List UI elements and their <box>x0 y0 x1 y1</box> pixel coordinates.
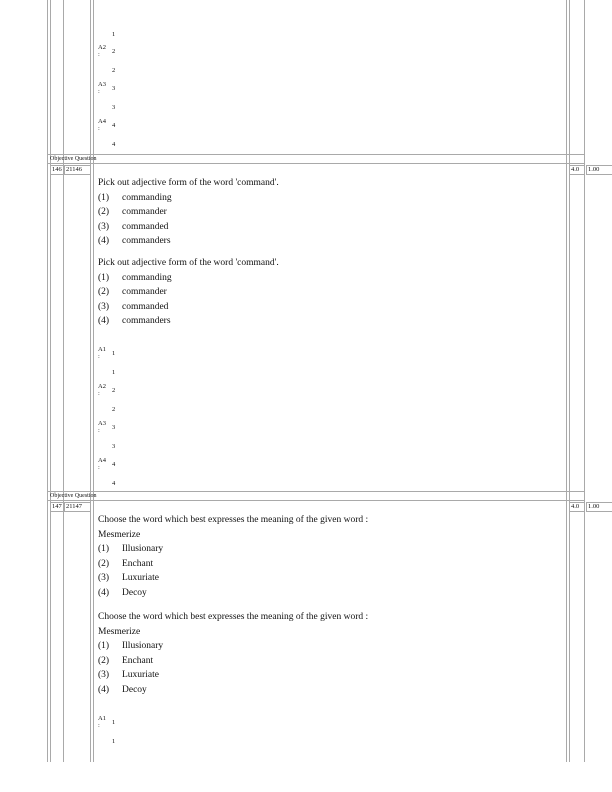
answer-value-below: 4 <box>112 480 116 487</box>
answer-value: 4 <box>112 122 116 129</box>
option-item <box>98 571 558 586</box>
option-number: (2) <box>98 207 110 218</box>
answer-value: 1 <box>112 719 116 726</box>
question-text-block-translation <box>98 610 558 698</box>
option-item <box>98 191 558 206</box>
option-item <box>98 314 558 329</box>
question-prompt-word: Mesmerize <box>98 529 141 540</box>
question-serial-cell: 147 <box>50 502 64 512</box>
option-text: commander <box>122 287 167 298</box>
answer-value-below: 1 <box>112 369 116 376</box>
table-border-left-inner <box>50 0 51 762</box>
answer-colon: : <box>98 51 100 58</box>
question-prompt: Choose the word which best expresses the meaning of the given word : <box>98 612 369 622</box>
option-number: (3) <box>98 573 110 584</box>
option-number: (3) <box>98 670 110 681</box>
option-item <box>98 557 558 572</box>
option-item <box>98 285 558 300</box>
table-col-id-right-a <box>90 0 91 762</box>
table-col-neg-left <box>584 0 585 762</box>
section-label: Objective Question <box>50 156 97 162</box>
question-id-cell: 21146 <box>64 165 91 175</box>
row-divider <box>47 500 585 501</box>
question-marks-cell: 4.0 <box>569 165 585 175</box>
option-number: (4) <box>98 316 110 327</box>
answer-colon: : <box>98 427 100 434</box>
answer-label: A1 <box>98 346 106 353</box>
option-item <box>98 654 558 669</box>
table-col-marks-left-a <box>566 0 567 762</box>
option-item <box>98 220 558 235</box>
option-item <box>98 586 558 601</box>
question-prompt: Pick out adjective form of the word 'command'. <box>98 178 279 188</box>
option-text: Illusionary <box>122 641 164 652</box>
option-text: commanded <box>122 301 169 312</box>
question-serial-cell: 146 <box>50 165 64 175</box>
option-text: Decoy <box>122 587 147 598</box>
option-item <box>98 683 558 698</box>
option-text: commanders <box>122 236 171 247</box>
row-divider <box>47 491 585 492</box>
answer-value-below: 3 <box>112 443 116 450</box>
answer-colon: : <box>98 125 100 132</box>
answer-value: 1 <box>112 350 116 357</box>
option-item <box>98 300 558 315</box>
option-number: (1) <box>98 192 110 203</box>
answer-value: 3 <box>112 424 116 431</box>
option-text: commanding <box>122 192 172 203</box>
answer-value: 2 <box>112 48 116 55</box>
row-divider <box>47 154 585 155</box>
question-id-cell: 21147 <box>64 502 91 512</box>
answer-value-below: 2 <box>112 406 116 413</box>
option-number: (2) <box>98 287 110 298</box>
option-number: (1) <box>98 641 110 652</box>
question-marks-cell: 4.0 <box>569 502 585 512</box>
answer-value-below: 3 <box>112 104 116 111</box>
answer-label: A4 <box>98 457 106 464</box>
option-text: Decoy <box>122 684 147 695</box>
answer-value-below: 1 <box>112 738 116 745</box>
answer-value: 1 <box>112 31 116 38</box>
table-col-id-right-b <box>93 0 94 762</box>
option-item <box>98 668 558 683</box>
answer-colon: : <box>98 88 100 95</box>
option-text: Enchant <box>122 655 154 666</box>
answer-value: 4 <box>112 461 116 468</box>
option-item <box>98 639 558 654</box>
answer-colon: : <box>98 390 100 397</box>
answer-value-below: 4 <box>112 141 116 148</box>
option-number: (4) <box>98 587 110 598</box>
question-negative-marks-cell: 1.00 <box>586 165 612 175</box>
question-prompt: Choose the word which best expresses the meaning of the given word : <box>98 515 369 525</box>
row-divider <box>47 163 585 164</box>
table-border-left-outer <box>47 0 48 762</box>
answer-value-below: 2 <box>112 67 116 74</box>
option-number: (2) <box>98 655 110 666</box>
option-text: Enchant <box>122 558 154 569</box>
answer-colon: : <box>98 722 100 729</box>
question-text-block-translation <box>98 256 558 329</box>
answer-label: A4 <box>98 118 106 125</box>
question-negative-marks-cell: 1.00 <box>586 502 612 512</box>
answer-label: A3 <box>98 81 106 88</box>
answer-value: 3 <box>112 85 116 92</box>
question-prompt: Pick out adjective form of the word 'command'. <box>98 258 279 268</box>
answer-label: A1 <box>98 715 106 722</box>
option-item <box>98 271 558 286</box>
option-text: commanding <box>122 272 172 283</box>
answer-label: A2 <box>98 44 106 51</box>
option-number: (4) <box>98 684 110 695</box>
option-text: commander <box>122 207 167 218</box>
option-number: (2) <box>98 558 110 569</box>
option-text: commanders <box>122 316 171 327</box>
option-text: commanded <box>122 221 169 232</box>
option-number: (1) <box>98 544 110 555</box>
answer-value: 2 <box>112 387 116 394</box>
option-text: Illusionary <box>122 544 164 555</box>
option-item <box>98 542 558 557</box>
answer-colon: : <box>98 353 100 360</box>
table-col-serial-right <box>63 0 64 762</box>
option-text: Luxuriate <box>122 670 159 681</box>
option-item <box>98 234 558 249</box>
table-col-marks-left-b <box>569 0 570 762</box>
answer-label: A2 <box>98 383 106 390</box>
section-label: Objective Question <box>50 493 97 499</box>
question-text-block <box>98 176 558 249</box>
option-number: (1) <box>98 272 110 283</box>
option-text: Luxuriate <box>122 573 159 584</box>
option-number: (3) <box>98 221 110 232</box>
option-number: (3) <box>98 301 110 312</box>
option-number: (4) <box>98 236 110 247</box>
question-prompt-word: Mesmerize <box>98 626 141 637</box>
answer-colon: : <box>98 464 100 471</box>
option-item <box>98 205 558 220</box>
answer-label: A3 <box>98 420 106 427</box>
question-text-block <box>98 513 558 601</box>
